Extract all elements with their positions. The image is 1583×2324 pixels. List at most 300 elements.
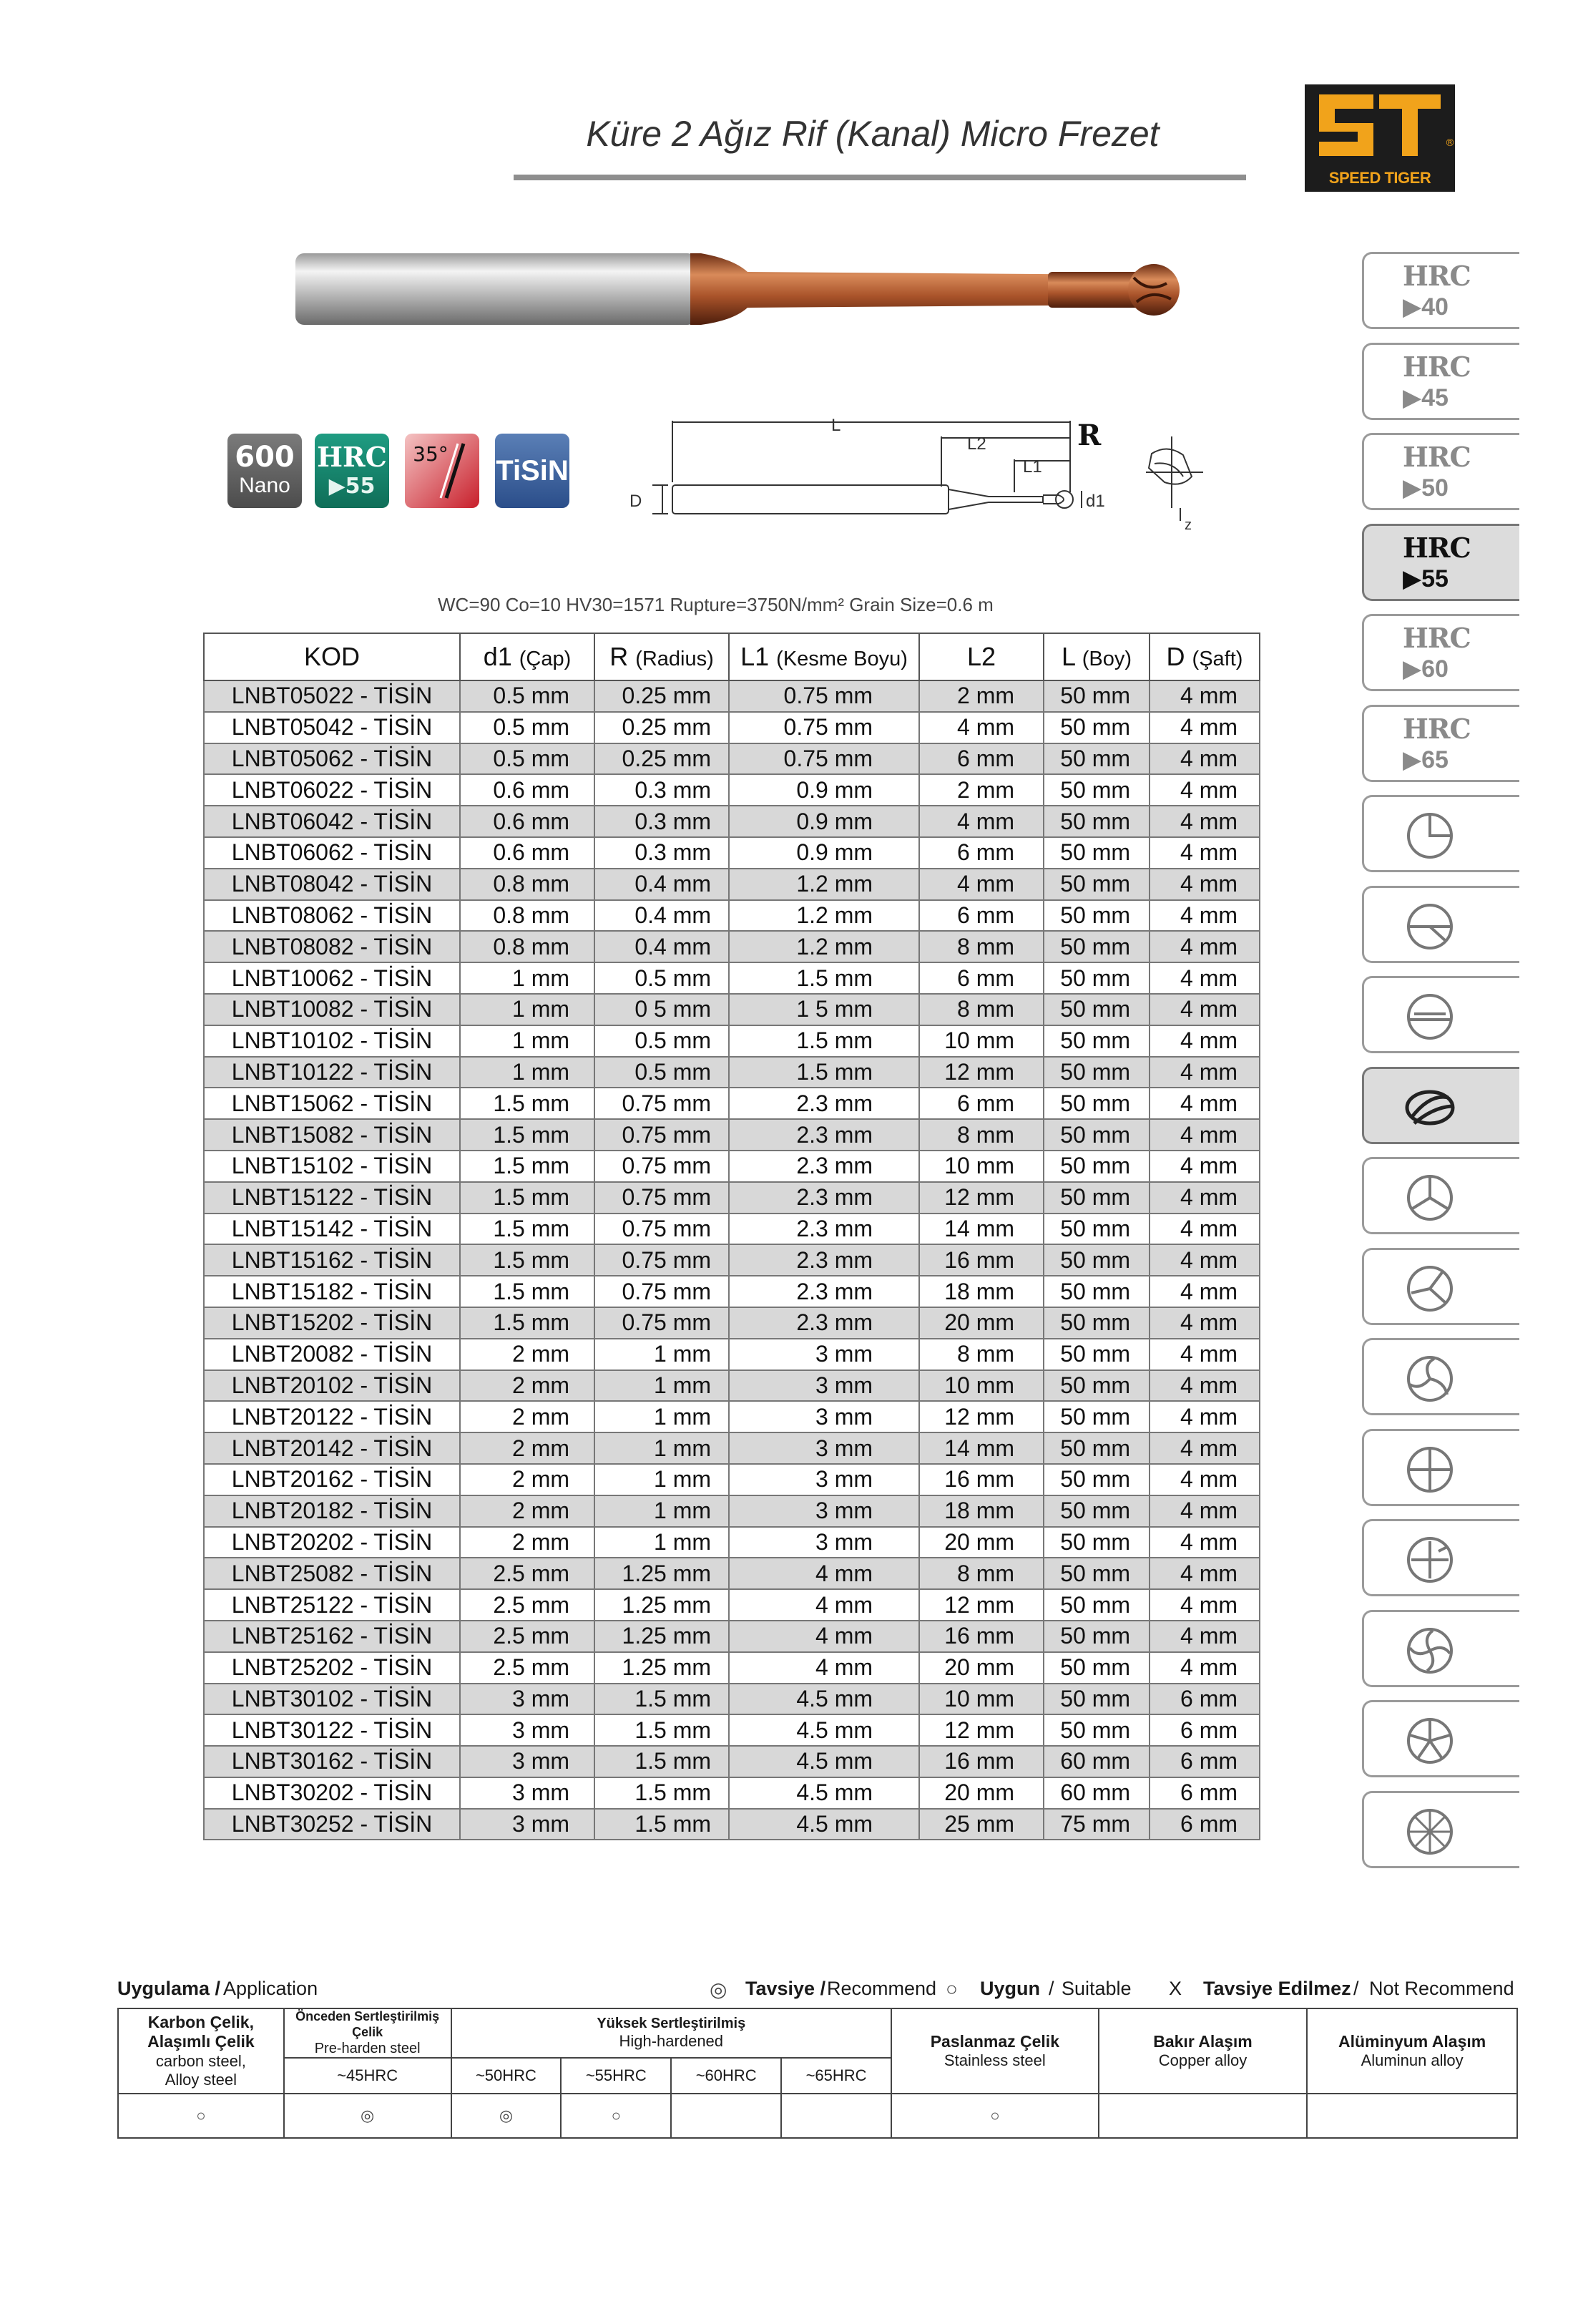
tab-hrc-0[interactable] <box>1362 252 1519 329</box>
table-cell: 2.3 mm <box>729 1214 919 1245</box>
table-cell: 1.5 mm <box>460 1119 594 1151</box>
table-row <box>204 1182 1260 1214</box>
table-cell: 8 mm <box>919 1339 1044 1370</box>
table-cell: 4.5 mm <box>729 1684 919 1715</box>
preharden-steel-label: Önceden Sertleştirilmiş Çelik <box>295 2009 440 2039</box>
table-cell: 0.6 mm <box>460 774 594 806</box>
mark-hrc65 <box>781 2094 891 2138</box>
table-cell: 4 mm <box>1150 806 1260 837</box>
table-cell: 10 mm <box>919 1025 1044 1057</box>
nano-badge-value: 600 <box>235 441 295 474</box>
table-row <box>204 869 1260 900</box>
table-cell: 1.2 mm <box>729 869 919 900</box>
table-cell: 6 mm <box>919 962 1044 994</box>
table-cell: 4 mm <box>1150 1652 1260 1684</box>
tab-hrc-label: HRC <box>1403 531 1471 564</box>
five-flute-icon <box>1401 1712 1459 1769</box>
table-cell: LNBT30122 - TİSİN <box>204 1714 460 1746</box>
copper-alloy-label: Bakır Alaşım <box>1153 2031 1253 2051</box>
table-cell: 50 mm <box>1044 1151 1150 1182</box>
table-cell: 25 mm <box>919 1809 1044 1840</box>
table-cell: 3 mm <box>460 1714 594 1746</box>
table-cell: 50 mm <box>1044 1214 1150 1245</box>
high-hardened-label: Yüksek Sertleştirilmiş <box>597 2016 746 2032</box>
header-length <box>1044 633 1150 680</box>
table-row <box>204 680 1260 712</box>
table-cell: 0.75 mm <box>594 1182 729 1214</box>
table-cell: LNBT20162 - TİSİN <box>204 1464 460 1495</box>
table-cell: 3 mm <box>729 1370 919 1402</box>
mark-stainless: ○ <box>891 2094 1099 2138</box>
table-row <box>204 931 1260 962</box>
suitable-label-en: Suitable <box>1062 1978 1132 1999</box>
table-cell: 0.3 mm <box>594 806 729 837</box>
two-flute-ball-icon <box>1401 1079 1459 1136</box>
table-cell: LNBT05022 - TİSİN <box>204 680 460 712</box>
table-row <box>204 1589 1260 1621</box>
table-row <box>204 712 1260 743</box>
table-cell: 6 mm <box>1150 1746 1260 1777</box>
table-cell: 50 mm <box>1044 1527 1150 1558</box>
table-row <box>204 1370 1260 1402</box>
table-row <box>204 806 1260 837</box>
table-cell: 0.8 mm <box>460 869 594 900</box>
table-cell: 1.5 mm <box>729 962 919 994</box>
table-cell: 1 mm <box>594 1495 729 1527</box>
table-cell: 50 mm <box>1044 994 1150 1025</box>
table-cell: 12 mm <box>919 1714 1044 1746</box>
table-cell: 3 mm <box>729 1495 919 1527</box>
table-cell: 4.5 mm <box>729 1746 919 1777</box>
table-cell: 4 mm <box>1150 994 1260 1025</box>
tab-hrc-label: HRC <box>1403 622 1471 654</box>
table-cell: 3 mm <box>460 1746 594 1777</box>
table-cell: 2.3 mm <box>729 1307 919 1339</box>
tab-shape-4[interactable] <box>1362 1157 1519 1234</box>
coating-label: TiSiN <box>496 455 569 487</box>
table-row <box>204 1777 1260 1809</box>
table-cell: 1.5 mm <box>729 1057 919 1088</box>
header-kod <box>204 633 460 680</box>
mark-hrc50: ◎ <box>451 2094 562 2138</box>
table-cell: 0.4 mm <box>594 931 729 962</box>
table-cell: 10 mm <box>919 1151 1044 1182</box>
table-cell: LNBT20202 - TİSİN <box>204 1527 460 1558</box>
hrc55-cell: ~55HRC <box>561 2058 671 2094</box>
table-cell: LNBT15182 - TİSİN <box>204 1276 460 1307</box>
tab-hrc-1[interactable] <box>1362 343 1519 420</box>
table-cell: 8 mm <box>919 1119 1044 1151</box>
table-cell: 4 mm <box>729 1621 919 1652</box>
table-cell: LNBT15062 - TİSİN <box>204 1088 460 1119</box>
table-cell: 0 5 mm <box>594 994 729 1025</box>
table-cell: 2.5 mm <box>460 1652 594 1684</box>
table-cell: 1 mm <box>460 962 594 994</box>
table-cell: 20 mm <box>919 1307 1044 1339</box>
tab-shape-10[interactable] <box>1362 1700 1519 1777</box>
table-cell: 2.3 mm <box>729 1182 919 1214</box>
table-cell: LNBT25122 - TİSİN <box>204 1589 460 1621</box>
table-row <box>204 1495 1260 1527</box>
table-cell: LNBT06022 - TİSİN <box>204 774 460 806</box>
dim-z-label: z <box>1185 517 1192 533</box>
table-cell: 16 mm <box>919 1621 1044 1652</box>
table-cell: LNBT15102 - TİSİN <box>204 1151 460 1182</box>
table-cell: 50 mm <box>1044 1652 1150 1684</box>
table-cell: 1.5 mm <box>594 1684 729 1715</box>
table-cell: LNBT08062 - TİSİN <box>204 900 460 932</box>
page-title: Küre 2 Ağız Rif (Kanal) Micro Frezet <box>586 114 1160 154</box>
header-l2-label: L2 <box>966 642 996 671</box>
table-cell: 0.4 mm <box>594 869 729 900</box>
table-cell: 4 mm <box>919 806 1044 837</box>
not-recommend-symbol: X <box>1169 1978 1182 1999</box>
four-flute-alt-icon <box>1401 1531 1459 1588</box>
tab-shape-6[interactable] <box>1362 1338 1519 1415</box>
copper-alloy-cell <box>1099 2008 1308 2094</box>
table-cell: 50 mm <box>1044 1088 1150 1119</box>
table-cell: 50 mm <box>1044 1307 1150 1339</box>
table-cell: 50 mm <box>1044 1401 1150 1432</box>
table-cell: 6 mm <box>919 743 1044 775</box>
table-cell: 50 mm <box>1044 1621 1150 1652</box>
suitable-separator: / <box>1049 1978 1054 1999</box>
header-shank <box>1150 633 1260 680</box>
table-cell: 6 mm <box>1150 1684 1260 1715</box>
table-cell: 0.5 mm <box>594 1057 729 1088</box>
table-cell: 18 mm <box>919 1495 1044 1527</box>
table-cell: 50 mm <box>1044 962 1150 994</box>
hrc45-cell: ~45HRC <box>284 2058 451 2094</box>
tab-hrc-value: ▶45 <box>1403 384 1449 411</box>
table-cell: LNBT10102 - TİSİN <box>204 1025 460 1057</box>
tab-shape-0[interactable] <box>1362 795 1519 872</box>
table-cell: 0.75 mm <box>594 1151 729 1182</box>
table-cell: LNBT15082 - TİSİN <box>204 1119 460 1151</box>
hrc55-badge <box>315 434 389 508</box>
recommend-label: Tavsiye / <box>745 1978 826 1999</box>
table-row <box>204 1088 1260 1119</box>
table-row <box>204 1119 1260 1151</box>
two-flute-flat-alt-icon <box>1401 988 1459 1045</box>
table-row <box>204 1339 1260 1370</box>
header-length-label: L <box>1062 642 1075 671</box>
table-cell: LNBT15162 - TİSİN <box>204 1244 460 1276</box>
product-table-header <box>204 633 1260 680</box>
table-cell: 50 mm <box>1044 1464 1150 1495</box>
preharden-steel-label-en: Pre-harden steel <box>314 2041 421 2057</box>
table-cell: 18 mm <box>919 1276 1044 1307</box>
table-cell: 12 mm <box>919 1589 1044 1621</box>
header-shank-sub: (Şaft) <box>1192 648 1243 670</box>
table-row <box>204 1714 1260 1746</box>
table-cell: 0.8 mm <box>460 931 594 962</box>
table-row <box>204 743 1260 775</box>
table-cell: 1.25 mm <box>594 1589 729 1621</box>
table-cell: 1.25 mm <box>594 1652 729 1684</box>
table-cell: 0.5 mm <box>460 743 594 775</box>
header-radius-label: R <box>609 642 629 671</box>
tab-hrc-value: ▶60 <box>1403 655 1449 683</box>
header-d1 <box>460 633 594 680</box>
dim-D-label: D <box>629 492 642 511</box>
header-radius-sub: (Radius) <box>635 648 714 670</box>
table-cell: 4 mm <box>1150 869 1260 900</box>
carbon-steel-label: Karbon Çelik, <box>147 2012 254 2031</box>
table-cell: 1.5 mm <box>460 1244 594 1276</box>
table-cell: 1.5 mm <box>594 1746 729 1777</box>
table-cell: 2 mm <box>460 1527 594 1558</box>
table-cell: 6 mm <box>1150 1809 1260 1840</box>
table-cell: LNBT20082 - TİSİN <box>204 1339 460 1370</box>
table-cell: 4 mm <box>1150 1432 1260 1464</box>
table-cell: 1 mm <box>594 1401 729 1432</box>
title-underline <box>514 175 1246 180</box>
table-cell: 4 mm <box>1150 1464 1260 1495</box>
table-cell: 1.2 mm <box>729 931 919 962</box>
table-cell: 4 mm <box>1150 1589 1260 1621</box>
table-cell: LNBT15142 - TİSİN <box>204 1214 460 1245</box>
table-cell: 16 mm <box>919 1244 1044 1276</box>
dimension-diagram <box>617 408 1232 544</box>
table-cell: 6 mm <box>919 1088 1044 1119</box>
copper-alloy-label-en: Copper alloy <box>1158 2051 1248 2070</box>
alloy-steel-label-en: Alloy steel <box>165 2071 237 2089</box>
application-label: Uygulama / <box>117 1978 221 1999</box>
table-cell: 1.5 mm <box>460 1307 594 1339</box>
dim-L1-label: L1 <box>1023 457 1042 477</box>
table-cell: 8 mm <box>919 994 1044 1025</box>
aluminum-alloy-label: Alüminyum Alaşım <box>1338 2031 1486 2051</box>
three-flute-round-icon <box>1401 1350 1459 1407</box>
table-cell: 4 mm <box>1150 931 1260 962</box>
table-cell: 50 mm <box>1044 806 1150 837</box>
table-cell: 3 mm <box>729 1432 919 1464</box>
table-cell: 1 mm <box>594 1527 729 1558</box>
table-cell: 2.3 mm <box>729 1276 919 1307</box>
tab-hrc-label: HRC <box>1403 350 1471 383</box>
table-cell: 4 mm <box>1150 1057 1260 1088</box>
mark-carbon-steel: ○ <box>118 2094 284 2138</box>
table-cell: 50 mm <box>1044 869 1150 900</box>
table-cell: 10 mm <box>919 1370 1044 1402</box>
table-cell: 50 mm <box>1044 774 1150 806</box>
table-cell: 2 mm <box>460 1432 594 1464</box>
dim-d1-label: d1 <box>1086 492 1105 511</box>
table-cell: 4 mm <box>1150 712 1260 743</box>
recommend-symbol: ◎ <box>710 1978 727 2001</box>
table-cell: LNBT10082 - TİSİN <box>204 994 460 1025</box>
table-cell: 50 mm <box>1044 1025 1150 1057</box>
table-cell: 4 mm <box>919 869 1044 900</box>
table-cell: 4 mm <box>1150 1088 1260 1119</box>
four-flute-round-icon <box>1401 1622 1459 1679</box>
table-cell: 2 mm <box>460 1495 594 1527</box>
table-cell: 0.75 mm <box>729 743 919 775</box>
table-cell: LNBT15122 - TİSİN <box>204 1182 460 1214</box>
table-cell: LNBT05062 - TİSİN <box>204 743 460 775</box>
three-flute-icon <box>1401 1169 1459 1226</box>
table-cell: 50 mm <box>1044 1276 1150 1307</box>
table-cell: 1.2 mm <box>729 900 919 932</box>
carbon-steel-cell <box>118 2008 284 2094</box>
tab-shape-11[interactable] <box>1362 1791 1519 1868</box>
tab-hrc-2[interactable] <box>1362 433 1519 510</box>
tab-shape-2[interactable] <box>1362 976 1519 1053</box>
table-cell: 12 mm <box>919 1401 1044 1432</box>
application-legend <box>117 1978 1519 2006</box>
tab-shape-1[interactable] <box>1362 886 1519 963</box>
tab-shape-8[interactable] <box>1362 1519 1519 1596</box>
table-cell: 0.5 mm <box>594 1025 729 1057</box>
table-cell: 60 mm <box>1044 1746 1150 1777</box>
dim-L-label: L <box>831 416 841 435</box>
not-recommend-separator: / <box>1353 1978 1359 1999</box>
tab-hrc-value: ▶55 <box>1403 565 1449 592</box>
table-cell: 4 mm <box>1150 1119 1260 1151</box>
nano-badge-label: Nano <box>239 474 290 497</box>
table-cell: 3 mm <box>729 1339 919 1370</box>
four-flute-icon <box>1401 1441 1459 1498</box>
table-cell: 0.9 mm <box>729 774 919 806</box>
table-cell: 50 mm <box>1044 1432 1150 1464</box>
table-cell: 1 mm <box>460 994 594 1025</box>
table-cell: 50 mm <box>1044 1370 1150 1402</box>
table-cell: 1.5 mm <box>594 1777 729 1809</box>
table-cell: LNBT20122 - TİSİN <box>204 1401 460 1432</box>
table-cell: 1.5 mm <box>594 1809 729 1840</box>
table-row <box>204 1558 1260 1589</box>
table-row <box>204 994 1260 1025</box>
hrc50-cell: ~50HRC <box>451 2058 562 2094</box>
table-cell: 4 mm <box>1150 1527 1260 1558</box>
table-cell: LNBT20142 - TİSİN <box>204 1432 460 1464</box>
tab-shape-5[interactable] <box>1362 1248 1519 1325</box>
table-row <box>204 1276 1260 1307</box>
table-cell: 1.5 mm <box>460 1088 594 1119</box>
table-cell: 0.25 mm <box>594 712 729 743</box>
table-cell: 20 mm <box>919 1652 1044 1684</box>
table-cell: 4 mm <box>1150 1214 1260 1245</box>
aluminum-alloy-cell <box>1307 2008 1517 2094</box>
table-cell: 4 mm <box>1150 1621 1260 1652</box>
table-cell: LNBT06042 - TİSİN <box>204 806 460 837</box>
table-cell: 2 mm <box>460 1401 594 1432</box>
table-cell: 4 mm <box>1150 900 1260 932</box>
table-cell: 1.5 mm <box>594 1714 729 1746</box>
table-cell: 50 mm <box>1044 931 1150 962</box>
table-row <box>204 774 1260 806</box>
tab-shape-9[interactable] <box>1362 1610 1519 1687</box>
table-cell: LNBT30102 - TİSİN <box>204 1684 460 1715</box>
table-cell: 2.3 mm <box>729 1244 919 1276</box>
table-cell: 4 mm <box>1150 1339 1260 1370</box>
table-cell: 1 mm <box>594 1370 729 1402</box>
mark-preharden: ◎ <box>284 2094 451 2138</box>
table-cell: 50 mm <box>1044 1714 1150 1746</box>
table-cell: 4 mm <box>1150 962 1260 994</box>
table-cell: 3 mm <box>460 1777 594 1809</box>
table-cell: 1 mm <box>594 1464 729 1495</box>
tab-hrc-label: HRC <box>1403 441 1471 473</box>
table-row <box>204 1527 1260 1558</box>
table-cell: 2.3 mm <box>729 1151 919 1182</box>
table-cell: 0.9 mm <box>729 806 919 837</box>
table-cell: 20 mm <box>919 1527 1044 1558</box>
table-cell: 0.75 mm <box>594 1088 729 1119</box>
table-cell: 8 mm <box>919 931 1044 962</box>
high-hardened-cell <box>451 2008 892 2058</box>
table-cell: LNBT10122 - TİSİN <box>204 1057 460 1088</box>
header-d1-label: d1 <box>483 642 512 671</box>
table-cell: 4 mm <box>729 1558 919 1589</box>
dim-L2-label: L2 <box>967 434 986 454</box>
header-kod-label: KOD <box>303 642 360 671</box>
table-row <box>204 1025 1260 1057</box>
table-cell: 3 mm <box>729 1401 919 1432</box>
tab-hrc-4[interactable] <box>1362 614 1519 691</box>
table-cell: 50 mm <box>1044 837 1150 869</box>
table-cell: 14 mm <box>919 1214 1044 1245</box>
table-cell: 1 mm <box>460 1057 594 1088</box>
table-row <box>204 1432 1260 1464</box>
tab-hrc-value: ▶50 <box>1403 474 1449 502</box>
hrc60-cell: ~60HRC <box>671 2058 781 2094</box>
table-cell: 1.5 mm <box>460 1276 594 1307</box>
table-row <box>204 1809 1260 1840</box>
tab-shape-7[interactable] <box>1362 1429 1519 1506</box>
table-cell: 1 mm <box>594 1339 729 1370</box>
tab-hrc-5[interactable] <box>1362 705 1519 782</box>
table-cell: 3 mm <box>460 1809 594 1840</box>
table-cell: LNBT05042 - TİSİN <box>204 712 460 743</box>
table-cell: 4.5 mm <box>729 1809 919 1840</box>
table-cell: LNBT30202 - TİSİN <box>204 1777 460 1809</box>
header-l1 <box>729 633 919 680</box>
table-cell: 2.3 mm <box>729 1119 919 1151</box>
tab-hrc-3[interactable] <box>1362 524 1519 601</box>
table-cell: LNBT08082 - TİSİN <box>204 931 460 962</box>
tab-shape-3[interactable] <box>1362 1067 1519 1144</box>
table-row <box>204 1307 1260 1339</box>
table-cell: 2 mm <box>919 680 1044 712</box>
table-cell: 0.3 mm <box>594 774 729 806</box>
mark-hrc55: ○ <box>561 2094 671 2138</box>
table-cell: 50 mm <box>1044 900 1150 932</box>
aluminum-alloy-label-en: Aluminun alloy <box>1361 2051 1464 2070</box>
table-cell: 0.75 mm <box>594 1214 729 1245</box>
table-cell: 4 mm <box>1150 1558 1260 1589</box>
table-cell: LNBT25082 - TİSİN <box>204 1558 460 1589</box>
table-cell: 50 mm <box>1044 1119 1150 1151</box>
table-row <box>204 1151 1260 1182</box>
header-l2 <box>919 633 1044 680</box>
table-cell: 1.25 mm <box>594 1621 729 1652</box>
table-cell: 4 mm <box>1150 680 1260 712</box>
tab-hrc-value: ▶40 <box>1403 293 1449 321</box>
not-recommend-label-en: Not Recommend <box>1369 1978 1514 1999</box>
helix-angle-badge <box>405 434 479 508</box>
table-row <box>204 1746 1260 1777</box>
table-cell: 4 mm <box>1150 1244 1260 1276</box>
table-cell: 4 mm <box>729 1589 919 1621</box>
table-cell: 4 mm <box>919 712 1044 743</box>
table-cell: 2 mm <box>460 1464 594 1495</box>
tab-hrc-value: ▶65 <box>1403 746 1449 773</box>
material-spec-line: WC=90 Co=10 HV30=1571 Rupture=3750N/mm² Grain Size=0.6 m <box>438 594 994 615</box>
table-cell: 2.3 mm <box>729 1088 919 1119</box>
table-row <box>204 1057 1260 1088</box>
